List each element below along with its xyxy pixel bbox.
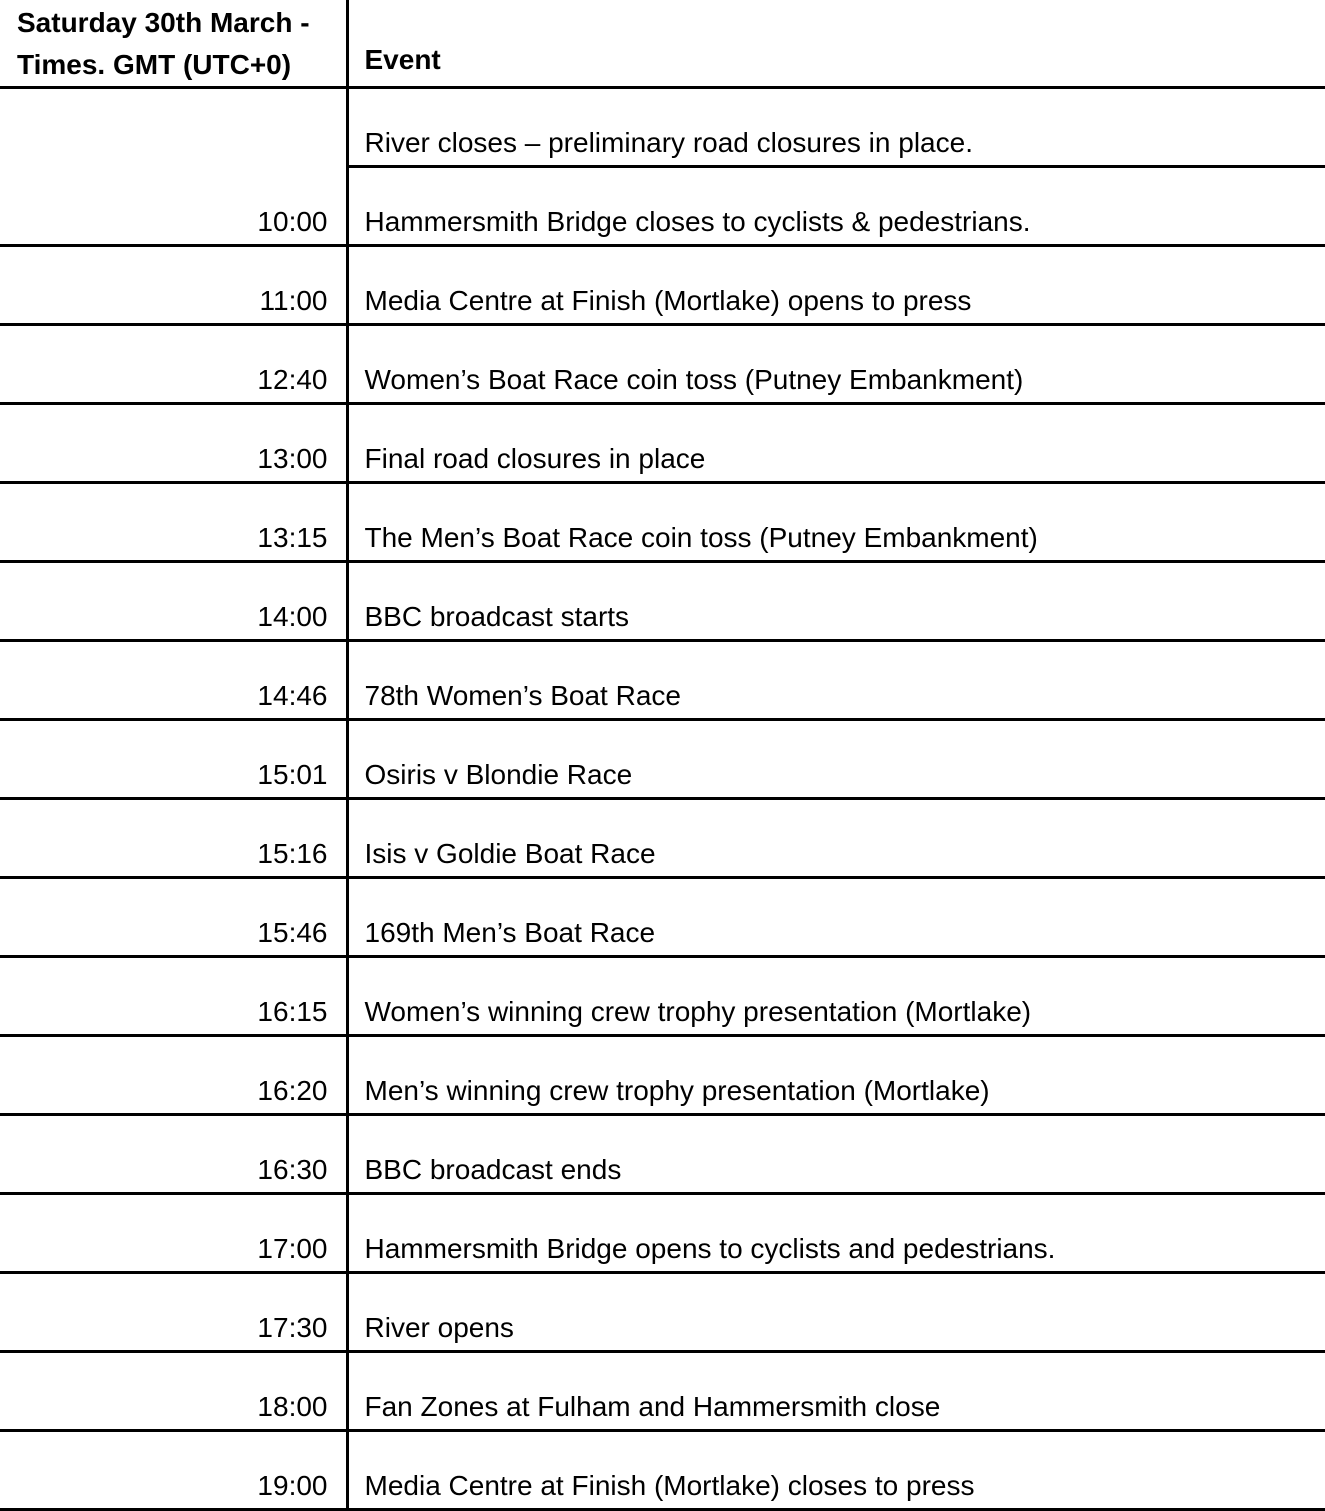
- time-column-header: [0, 0, 347, 88]
- event-cell: River opens: [347, 1273, 1325, 1352]
- table-row: [0, 1352, 1325, 1431]
- time-cell: 17:00: [0, 1194, 347, 1273]
- time-cell: 11:00: [0, 246, 347, 325]
- time-cell: 13:00: [0, 404, 347, 483]
- table-row: [0, 799, 1325, 878]
- event-cell: BBC broadcast ends: [347, 1115, 1325, 1194]
- table-row: [0, 1194, 1325, 1273]
- time-cell: 15:46: [0, 878, 347, 957]
- event-cell: Men’s winning crew trophy presentation (Mortlake): [347, 1036, 1325, 1115]
- time-cell: 13:15: [0, 483, 347, 562]
- table-row: [0, 88, 1325, 167]
- time-cell: 10:00: [0, 88, 347, 246]
- event-cell: Final road closures in place: [347, 404, 1325, 483]
- time-cell: 15:16: [0, 799, 347, 878]
- event-cell: Women’s Boat Race coin toss (Putney Embankment): [347, 325, 1325, 404]
- time-cell: 18:00: [0, 1352, 347, 1431]
- event-cell: 169th Men’s Boat Race: [347, 878, 1325, 957]
- table-row: [0, 720, 1325, 799]
- time-cell: 19:00: [0, 1431, 347, 1510]
- table-row: [0, 1036, 1325, 1115]
- time-cell: 14:46: [0, 641, 347, 720]
- event-cell: Media Centre at Finish (Mortlake) closes to press: [347, 1431, 1325, 1510]
- time-cell: 16:20: [0, 1036, 347, 1115]
- time-cell: 16:30: [0, 1115, 347, 1194]
- event-cell: Fan Zones at Fulham and Hammersmith close: [347, 1352, 1325, 1431]
- table-row: [0, 325, 1325, 404]
- event-column-header: Event: [347, 0, 1325, 88]
- event-cell: Women’s winning crew trophy presentation (Mortlake): [347, 957, 1325, 1036]
- table-row: [0, 957, 1325, 1036]
- event-cell: Osiris v Blondie Race: [347, 720, 1325, 799]
- table-row: [0, 404, 1325, 483]
- header-timezone-line: Times. GMT (UTC+0): [17, 49, 292, 80]
- schedule-rows: [0, 88, 1325, 1510]
- time-cell: 15:01: [0, 720, 347, 799]
- event-cell: Isis v Goldie Boat Race: [347, 799, 1325, 878]
- event-cell: The Men’s Boat Race coin toss (Putney Embankment): [347, 483, 1325, 562]
- table-row: [0, 562, 1325, 641]
- event-cell: Media Centre at Finish (Mortlake) opens to press: [347, 246, 1325, 325]
- event-cell: River closes – preliminary road closures in place.: [347, 88, 1325, 167]
- time-cell: 16:15: [0, 957, 347, 1036]
- table-row: [0, 641, 1325, 720]
- time-cell: 12:40: [0, 325, 347, 404]
- time-cell: 17:30: [0, 1273, 347, 1352]
- table-row: [0, 1115, 1325, 1194]
- event-cell: 78th Women’s Boat Race: [347, 641, 1325, 720]
- header-date-line: Saturday 30th March -: [17, 7, 310, 38]
- table-row: [0, 878, 1325, 957]
- table-row: [0, 1273, 1325, 1352]
- event-cell: Hammersmith Bridge closes to cyclists & pedestrians.: [347, 167, 1325, 246]
- event-cell: Hammersmith Bridge opens to cyclists and pedestrians.: [347, 1194, 1325, 1273]
- table-header-row: [0, 0, 1325, 88]
- table-row: [0, 1431, 1325, 1510]
- time-cell: 14:00: [0, 562, 347, 641]
- table-row: [0, 483, 1325, 562]
- table-row: [0, 246, 1325, 325]
- event-cell: BBC broadcast starts: [347, 562, 1325, 641]
